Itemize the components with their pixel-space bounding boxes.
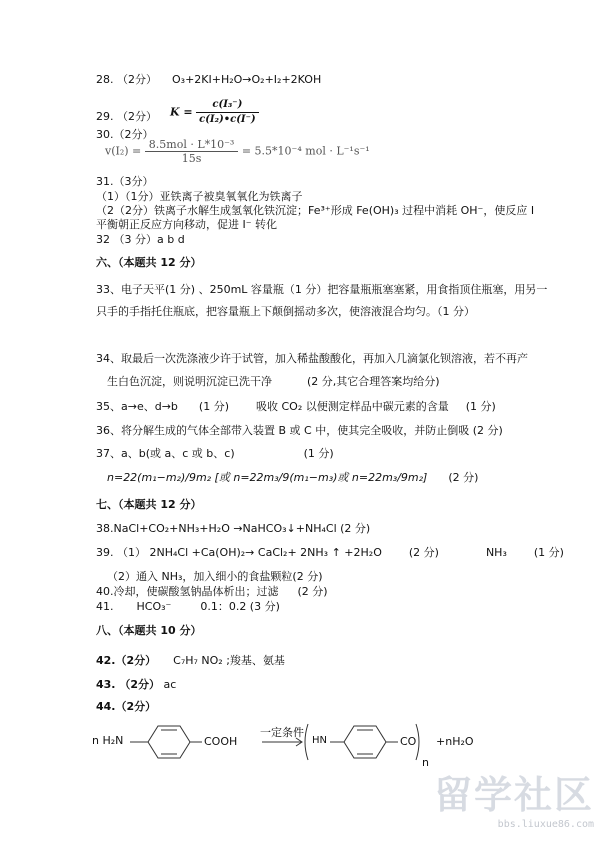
q39-score-1: (2 分)	[408, 546, 439, 559]
benzene-ring-icon	[344, 726, 386, 758]
q35-score-1: (1 分)	[198, 400, 229, 413]
q44-repeat-n: n	[422, 756, 429, 769]
q34-line2	[107, 375, 440, 389]
q35-score-2: (1 分)	[465, 400, 496, 413]
q44-label: 44.（2分）	[96, 700, 157, 713]
q35-purpose: 吸收 CO₂ 以便测定样品中碳元素的含量	[255, 400, 449, 413]
q34-line2-text: 生白色沉淀，则说明沉淀已洗干净	[107, 375, 272, 388]
q41-ratio: 0.1：0.2 (3 分)	[200, 600, 280, 613]
q41-ion: HCO₃⁻	[136, 600, 172, 613]
q37-line2	[107, 471, 478, 485]
q39-score-2: (1 分)	[533, 546, 564, 559]
q31-label: 31.（3分）	[96, 175, 154, 188]
q44-cooh: COOH	[204, 735, 238, 748]
q37-line1	[96, 447, 334, 461]
q41-line	[96, 600, 280, 614]
section-8-heading: 八、（本题共 10 分）	[96, 624, 202, 637]
q42-label: 42.（2分）	[96, 654, 157, 667]
q34-line1: 34、取最后一次洗涤液少许于试管，加入稀盐酸酸化，再加入几滴氯化钡溶液，若不再产	[96, 352, 528, 365]
q30-denominator: 15s	[181, 152, 202, 165]
q29-fraction	[196, 98, 259, 127]
section-6-heading: 六、（本题共 12 分）	[96, 256, 202, 269]
q41-label: 41.	[96, 600, 114, 613]
q44-reactant-amine: n H₂N	[92, 734, 124, 747]
q31-line3: 平衡朝正反应方向移动，促进 I⁻ 转化	[96, 218, 278, 231]
q30-formula	[105, 138, 370, 165]
q39-line2: （2）通入 NH₃，加入细小的食盐颗粒(2 分)	[107, 570, 323, 583]
q29-line	[96, 98, 259, 127]
q32-line: 32 （3 分）a b d	[96, 233, 185, 246]
q38-line: 38.NaCl+CO₂+NH₃+H₂O →NaHCO₃↓+NH₄Cl (2 分)	[96, 522, 371, 535]
q30-rhs: = 5.5*10⁻⁴ mol · L⁻¹s⁻¹	[241, 144, 370, 158]
q42-line	[96, 654, 285, 668]
q37-answer: 37、a、b(或 a、c 或 b、c)	[96, 447, 235, 460]
q30-label: 30.（2分）	[96, 128, 154, 141]
q37-score-1: (1 分)	[303, 447, 334, 460]
q44-co: CO	[400, 735, 417, 748]
q28-line	[96, 73, 321, 87]
q43-answer: ac	[163, 678, 177, 691]
q29-k: K =	[170, 105, 193, 119]
watermark-logo: 留学社区	[433, 773, 594, 817]
q37-formula: n=22(m₁−m₂)/9m₂ [或 n=22m₃/9(m₁−m₃)或 n=22m₃/9m₂]	[107, 471, 428, 484]
q33-line1: 33、电子天平(1 分) 、250mL 容量瓶（1 分）把容量瓶瓶塞塞紧，用食指顶住瓶塞，用另一	[96, 283, 548, 296]
q28-label: 28. （2分）	[96, 73, 157, 86]
watermark	[434, 764, 594, 830]
q39-equation: 39. （1） 2NH₄Cl +Ca(OH)₂→ CaCl₂+ 2NH₃ ↑ +2H₂O	[96, 546, 382, 559]
q35-answer: 35、a→e、d→b	[96, 400, 178, 413]
bracket-right-icon	[416, 724, 419, 760]
benzene-ring-icon	[148, 726, 190, 758]
q42-answer: C₇H₇ NO₂ ;羧基、氨基	[173, 654, 285, 667]
q40-line	[96, 585, 328, 599]
bracket-left-icon	[305, 724, 308, 760]
section-7-heading: 七、（本题共 12 分）	[96, 498, 202, 511]
q39-gas: NH₃	[485, 546, 507, 559]
q36-line: 36、将分解生成的气体全部带入装置 B 或 C 中，使其完全吸收，并防止倒吸 (2 分)	[96, 424, 503, 437]
q29-denominator: c(I₂)•c(I⁻)	[199, 114, 256, 125]
q31-line1: （1）（1分）亚铁离子被臭氧氧化为铁离子	[96, 190, 303, 203]
q40-score: (2 分)	[297, 585, 328, 598]
q44-hn: HN	[312, 735, 327, 746]
q28-answer: O₃+2KI+H₂O→O₂+I₂+2KOH	[172, 73, 322, 86]
q29-numerator: c(I₃⁻)	[196, 98, 259, 113]
q44-condition: 一定条件	[260, 726, 304, 739]
q35-line	[96, 400, 496, 414]
q39-line1	[96, 546, 564, 560]
q44-water: +nH₂O	[436, 735, 474, 748]
q30-numerator: 8.5mol · L*10⁻³	[145, 138, 239, 152]
q43-line	[96, 678, 176, 692]
q30-fraction	[145, 138, 239, 165]
q29-label: 29. （2分）	[96, 109, 157, 123]
q33-line2: 只手的手指托住瓶底，把容量瓶上下颠倒摇动多次，使溶液混合均匀。（1 分）	[96, 305, 475, 318]
q40-answer: 40.冷却，使碳酸氢钠晶体析出；过滤	[96, 585, 279, 598]
watermark-url: bbs.liuxue86.com	[497, 819, 594, 830]
q31-line2: （2（2分）铁离子水解生成氢氧化铁沉淀；Fe³⁺形成 Fe(OH)₃ 过程中消耗 OH⁻，使反应 I	[96, 204, 535, 217]
q44-reaction	[92, 712, 516, 772]
q37-score-2: (2 分)	[448, 471, 479, 484]
q43-label: 43. （2分）	[96, 678, 160, 691]
q30-lhs: v(I₂) =	[105, 144, 142, 158]
q34-score: (2 分,其它合理答案均给分)	[307, 375, 440, 388]
